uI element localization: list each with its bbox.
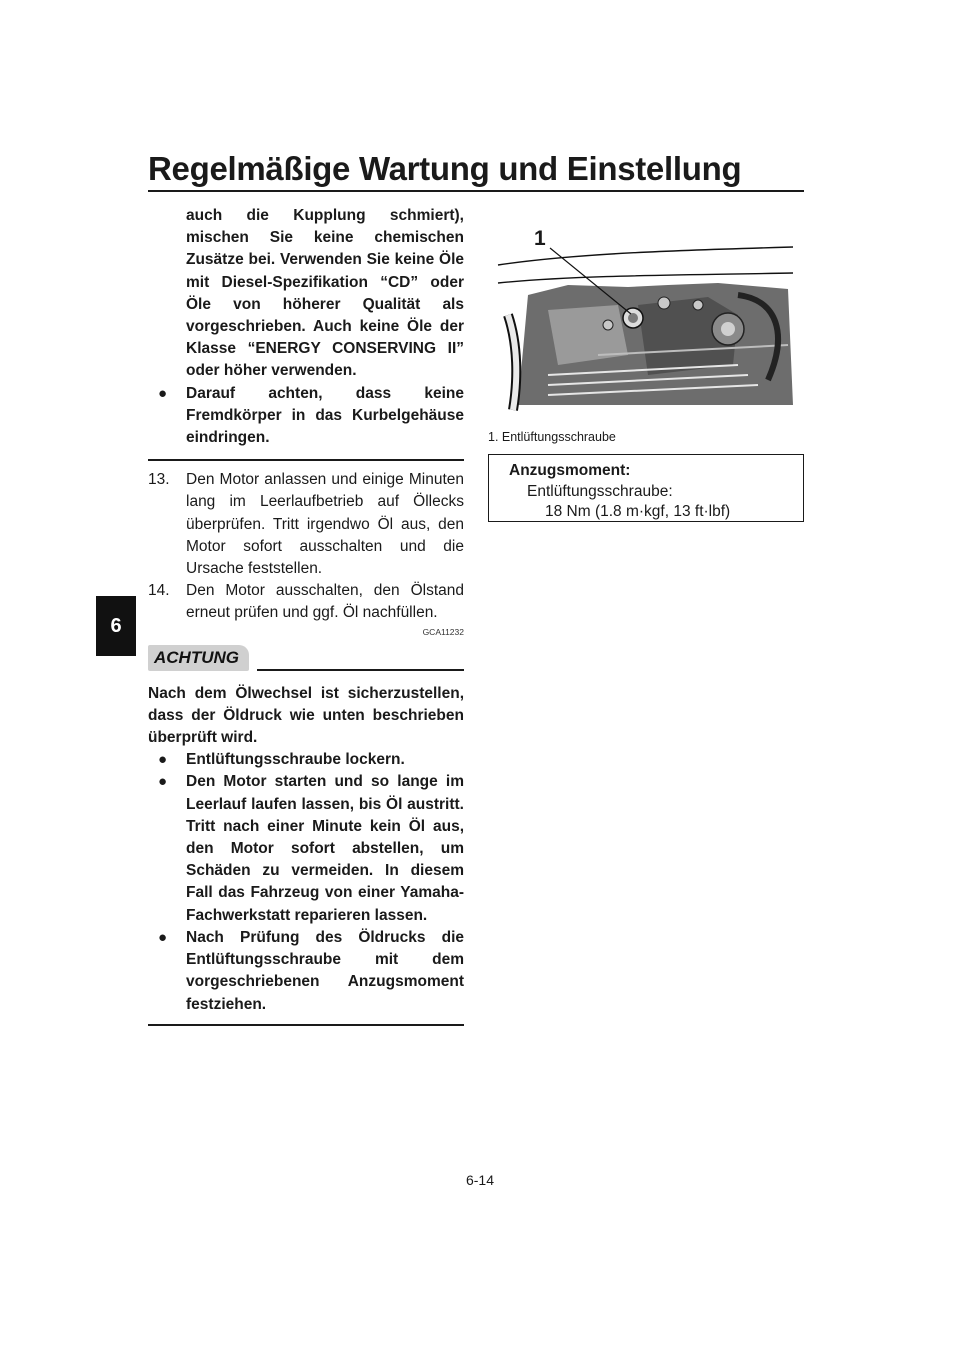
warning-bullet [148, 927, 464, 1016]
steps-list [148, 469, 464, 624]
warning-bullet [148, 749, 464, 771]
warning-header [148, 645, 464, 671]
warning-rule [257, 669, 464, 671]
right-column [488, 205, 804, 522]
step-number: 13. [148, 471, 170, 489]
bullet-text: Darauf achten, dass keine Fremdkörper in das Kurbelgehäuse eindringen. [186, 384, 464, 447]
step-item [148, 580, 464, 624]
figure-callout-number: 1 [534, 227, 546, 250]
engine-illustration [488, 205, 800, 420]
bullet-dot-icon: ● [158, 773, 168, 791]
section-rule [148, 459, 464, 461]
page-title: Regelmäßige Wartung und Einstellung [148, 150, 742, 187]
bullet-item [148, 383, 464, 450]
continued-paragraph: auch die Kupplung schmiert), mischen Sie keine chemischen Zusätze bei. Verwenden Sie keine Öle mit Diesel-Spezifikation “CD” oder Öle von höherer Qualität als vorgeschrieben. Auch keine Öle der Klasse “ENERGY CONSERVING II” oder höher verwenden. [186, 207, 464, 380]
bullet-dot-icon: ● [158, 928, 168, 946]
left-column [148, 205, 464, 1026]
chapter-tab: 6 [96, 596, 136, 656]
torque-heading: Anzugsmoment: [509, 462, 631, 479]
page-number: 6-14 [465, 1172, 495, 1188]
torque-value: 18 Nm (1.8 m·kgf, 13 ft·lbf) [545, 503, 731, 520]
warning-bullet-text: Den Motor starten und so lange im Leerlauf laufen lassen, bis Öl austritt. Tritt nach einer Minute kein Öl aus, den Motor sofort abstellen, um Schäden zu vermeiden. In diesem Fall das Fahrzeug von einer Yamaha-Fachwerkstatt reparieren lassen. [186, 773, 464, 924]
step-text: Den Motor anlassen und einige Minuten lang im Leerlaufbetrieb auf Öllecks überprüfen. Tritt irgendwo Öl aus, den Motor sofort ausschalten und die Ursache feststellen. [186, 471, 464, 578]
warning-end-rule [148, 1024, 464, 1026]
torque-spec-box [488, 454, 804, 522]
step-text: Den Motor ausschalten, den Ölstand erneut prüfen und ggf. Öl nachfüllen. [186, 582, 464, 622]
warning-bullet-text: Entlüftungsschraube lockern. [186, 751, 405, 769]
title-rule [148, 190, 804, 192]
step-item [148, 469, 464, 580]
reference-code: GCA11232 [422, 626, 464, 637]
figure-caption: 1. Entlüftungsschraube [488, 430, 616, 444]
torque-item: Entlüftungsschraube: [527, 482, 673, 500]
bullet-dot-icon: ● [158, 384, 168, 402]
warning-label: ACHTUNG [148, 645, 249, 671]
warning-bullet [148, 771, 464, 926]
bullet-dot-icon: ● [158, 751, 168, 769]
step-number: 14. [148, 582, 170, 600]
warning-intro: Nach dem Ölwechsel ist sicherzustellen, dass der Öldruck wie unten beschrieben überprüft wird. [148, 684, 464, 747]
warning-bullet-text: Nach Prüfung des Öldrucks die Entlüftungsschraube mit dem vorgeschriebenen Anzugsmoment festziehen. [186, 928, 464, 1013]
